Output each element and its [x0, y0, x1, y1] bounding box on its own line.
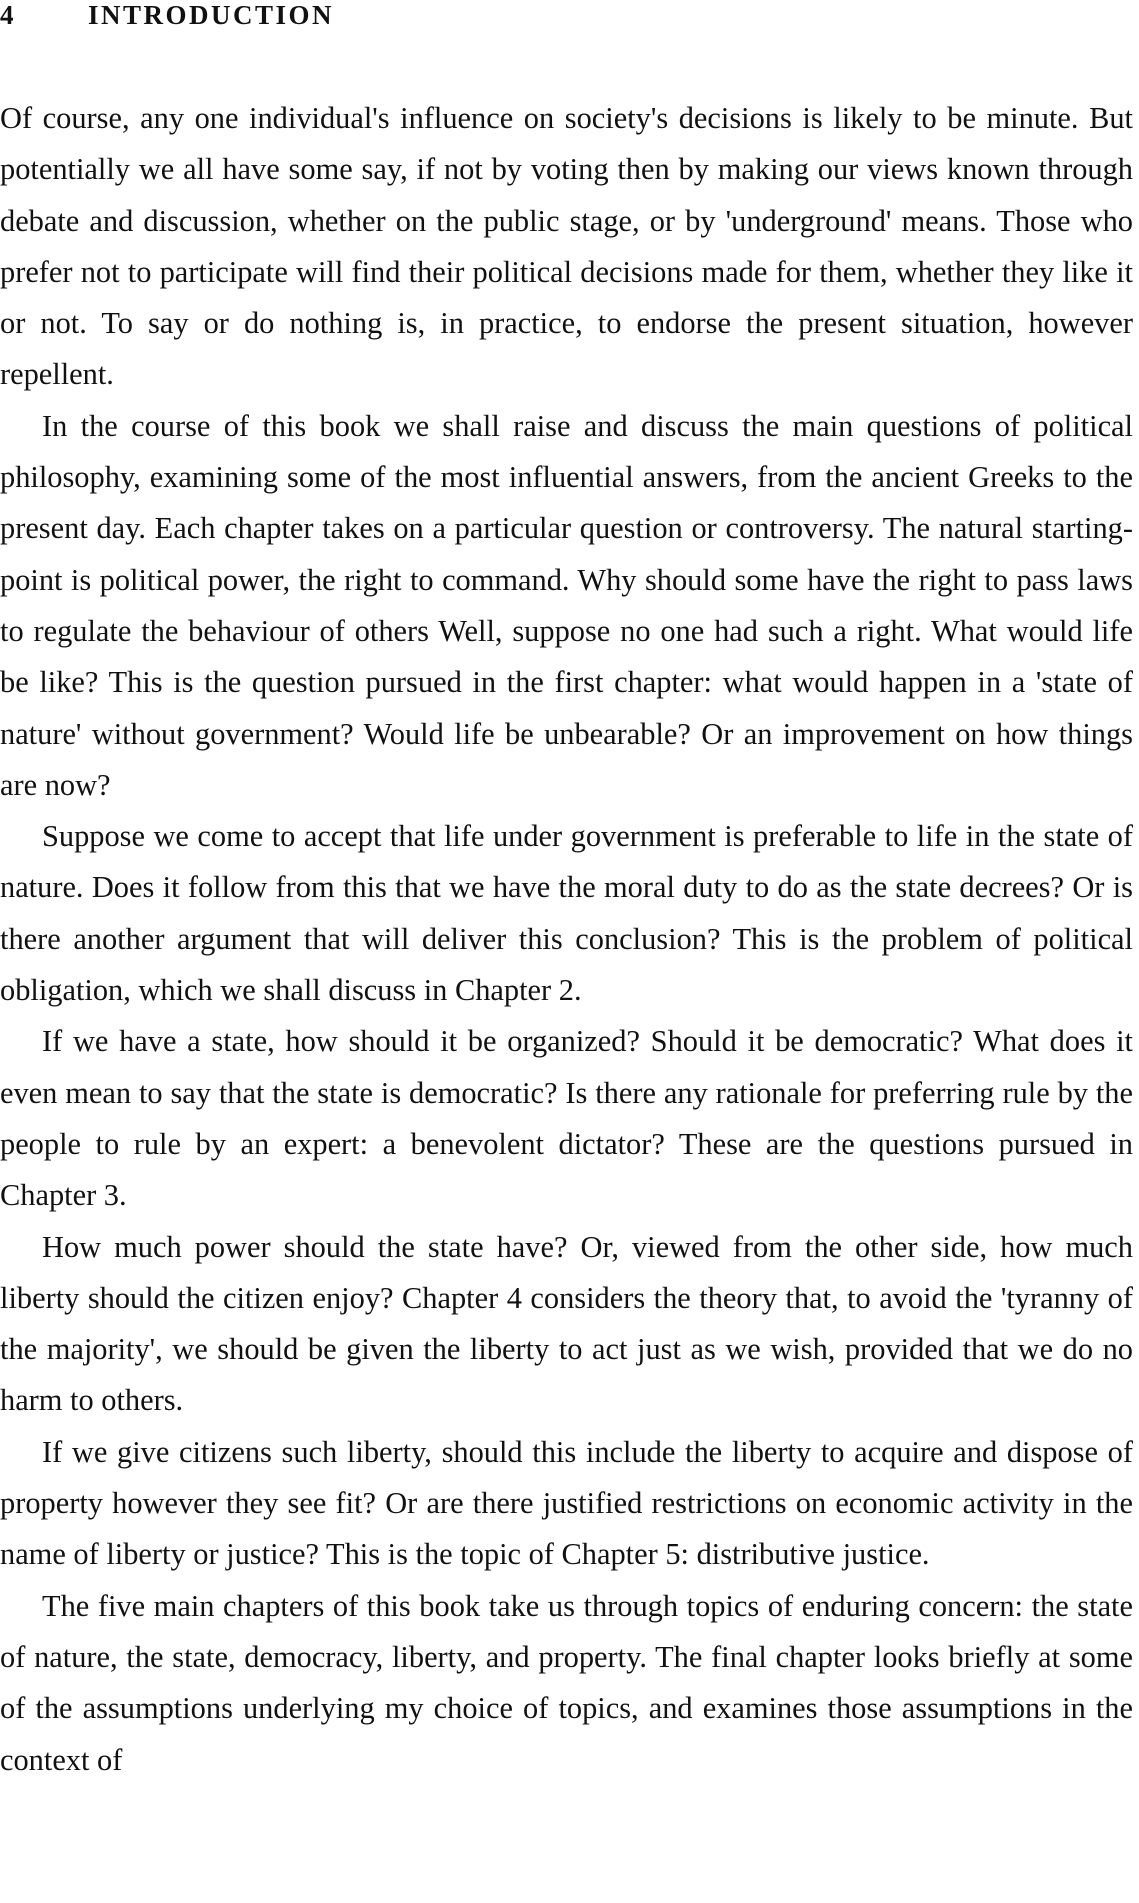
paragraph-2: In the course of this book we shall raise and discuss the main questions of political philosophy, examining some of the most influential answers, from the ancient Greeks to the present day. Each chapter takes on a particular question or controversy. The natural starting-point is political power, the right to command. Why should some have the right to pass laws to regulate the behaviour of others Well, suppose no one had such a right. What would life be like? This is the question pursued in the first chapter: what would happen in a 'state of nature' without government? Would life be unbearable? Or an improvement on how things are now? [0, 408, 1133, 802]
paragraph-4: If we have a state, how should it be organized? Should it be democratic? What does it even mean to say that the state is democratic? Is there any rationale for preferring rule by the people to rule by an expert: a benevolent dictator? These are the questions pursued in Chapter 3. [0, 1024, 1133, 1213]
paragraph-5: How much power should the state have? Or, viewed from the other side, how much liberty should the citizen enjoy? Chapter 4 considers the theory that, to avoid the 'tyranny of the majority', we should be given the liberty to act just as we wish, provided that we do no harm to others. [0, 1229, 1133, 1418]
running-title: INTRODUCTION [88, 0, 335, 30]
paragraph-6: If we give citizens such liberty, should this include the liberty to acquire and dispose of property however they see fit? Or are there justified restrictions on economic activity in the name of liberty or justice? This is the topic of Chapter 5: distributive justice. [0, 1434, 1133, 1572]
page-number: 4 [0, 0, 16, 30]
running-head [0, 0, 334, 30]
body-text [0, 93, 1133, 1786]
paragraph-7: The five main chapters of this book take us through topics of enduring concern: the state of nature, the state, democracy, liberty, and property. The final chapter looks briefly at some of the assumptions underlying my choice of topics, and examines those assumptions in the context of [0, 1588, 1133, 1777]
paragraph-3: Suppose we come to accept that life under government is preferable to life in the state of nature. Does it follow from this that we have the moral duty to do as the state decrees? Or is there another argument that will deliver this conclusion? This is the problem of political obligation, which we shall discuss in Chapter 2. [0, 819, 1133, 1008]
paragraph-1: Of course, any one individual's influence on society's decisions is likely to be minute. But potentially we all have some say, if not by voting then by making our views known through debate and discussion, whether on the public stage, or by 'underground' means. Those who prefer not to participate will find their political decisions made for them, whether they like it or not. To say or do nothing is, in practice, to endorse the present situation, however repellent. [0, 101, 1133, 392]
